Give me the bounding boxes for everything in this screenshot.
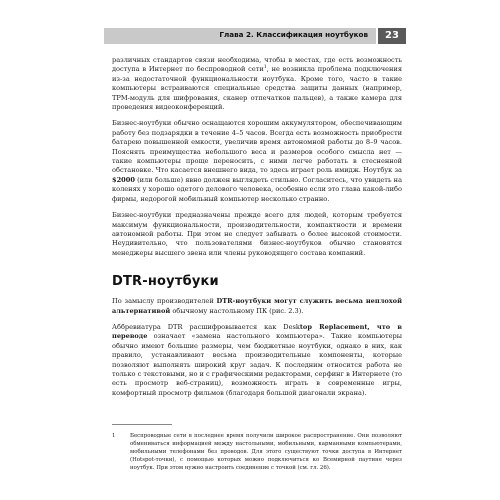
paragraph-text: Аббревиатура DTR расшифровывается как Desk [112, 322, 300, 331]
page-number: 23 [378, 28, 406, 44]
price-highlight: $2000 [112, 175, 135, 184]
paragraph-3 [112, 211, 402, 258]
page-content [112, 56, 402, 398]
chapter-title: Глава 2. Классификация ноутбуков [219, 30, 368, 39]
paragraph-text: , не возникла проблема подключения из-за недостаточной функциональности ноутбука. Кроме того, часто в такие компьютеры встраиваются специальные средства защиты данных (например, ТРМ-модуль для шифрования, сканер отпечатков пальцев), а также камера для проведения видеоконференций. [112, 65, 402, 112]
section-paragraph-1 [112, 297, 402, 316]
paragraph-text: различных стандартов связи необходима, чтобы в местах, где есть возможность доступа в Интернет по беспроводной сети [112, 56, 402, 74]
footnote-rule [112, 424, 172, 425]
paragraph-text: означает «замена настольного компьютера». Такие компьютеры обычно имеют большие размеры, чем бюджетные ноутбуки, однако в них, как правило, устанавливают весьма производительные компоненты, которые позволяют выполнять широкий круг задач. К последним относится работа не только с текстовыми, но и с графическими редакторами, серфинг в Интернете (то есть просмотр веб-страниц), возможность играть в современные игры, комфортный просмотр фильмов (благодаря большой диагонали экрана). [112, 332, 402, 397]
paragraph-1 [112, 56, 402, 112]
footnote-text: Беспроводные сети в последнее время получили широкое распространение. Они позволяют обмениваться информацией между настольными, мобильными, карманными компьютерами, мобильными телефонами без проводов. Для этого существуют точки доступа в Интернет (Hotspot-точки), с помощью которых можно подключиться ко Всемирной паутине через ноутбук. При этом нужно настроить соединение с точкой (см. гл. 26). [130, 433, 402, 471]
section-paragraph-2 [112, 323, 402, 398]
paragraph-text: (или больше) явно должен выглядеть стильно. Согласитесь, что увидеть на коленях у хорошо одетого делового человека, особенно если это глава какой-либо фирмы, недорогой мобильный компьютер несколько странно. [112, 175, 402, 203]
paragraph-2 [112, 119, 402, 204]
paragraph-text: обычному настольному ПК (рис. 2.3). [170, 306, 304, 315]
bold-text: top Replacement, что в переводе [112, 322, 402, 341]
running-header [104, 28, 406, 44]
section-heading: DTR-ноутбуки [112, 274, 219, 290]
paragraph-text: Бизнес-ноутбуки обычно оснащаются хорошим аккумулятором, обеспечивающим работу без подзарядки в течение 4–5 часов. Всегда есть возможность приобрести батарею повышенной емкости, увеличив время автономной работы до 8–9 часов. Пояснять преимущества небольшого веса и размеров особого смысла нет — такие компьютеры проще переносить, с ними легче работать в стесненной обстановке. Что касается внешнего вида, то здесь играет роль имидж. Ноутбук за [112, 119, 402, 175]
paragraph-text: Бизнес-ноутбуки предназначены прежде всего для людей, которым требуется максимум функциональности, производительности, компактности и времени автономной работы. При этом не следует забывать о более высокой стоимости. Неудивительно, что пользователями бизнес-ноутбуков обычно становятся менеджеры высшего звена или члены руководящего состава компаний. [112, 211, 402, 257]
bold-text: DTR-ноутбуки могут служить весьма неплохой альтернативой [112, 297, 402, 315]
paragraph-text: По замыслу производителей [112, 297, 217, 306]
footnote-reference[interactable]: 1 [263, 65, 267, 71]
footnote-mark: 1 [112, 433, 116, 439]
footnote [112, 432, 402, 472]
